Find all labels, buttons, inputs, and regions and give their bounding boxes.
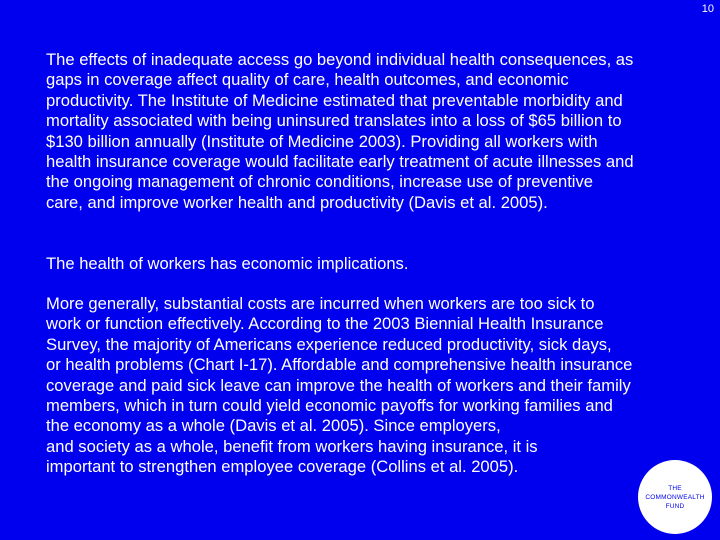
logo-line-1: THE bbox=[668, 484, 682, 492]
commonwealth-fund-logo bbox=[638, 460, 712, 534]
section-heading: The health of workers has economic implications. bbox=[46, 254, 409, 273]
logo-line-3: FUND bbox=[665, 502, 685, 510]
page-number: 10 bbox=[701, 3, 714, 15]
logo-line-2: COMMONWEALTH bbox=[645, 493, 705, 501]
body-paragraph-1: The effects of inadequate access go beyond individual health consequences, as gaps in coverage affect quality of care, health outcomes, and economic productivity. The Institute of Medicine estimated that preventable morbidity and mortality associated with being uninsured translates into a loss of $65 billion to $130 billion annually (Institute of Medicine 2003). Providing all workers with health insurance coverage would facilitate early treatment of acute illnesses and the ongoing management of chronic conditions, increase use of preventive care, and improve worker health and productivity (Davis et al. 2005). bbox=[46, 50, 634, 212]
body-paragraph-2: More generally, substantial costs are incurred when workers are too sick to work or function effectively. According to the 2003 Biennial Health Insurance Survey, the majority of Americans experience reduced productivity, sick days, or health problems (Chart I-17). Affordable and comprehensive health insurance coverage and paid sick leave can improve the health of workers and their family members, which in turn could yield economic payoffs for working families and the economy as a whole (Davis et al. 2005). Since employers, and society as a whole, benefit from workers having insurance, it is important to strengthen employee coverage (Collins et al. 2005). bbox=[46, 294, 633, 477]
